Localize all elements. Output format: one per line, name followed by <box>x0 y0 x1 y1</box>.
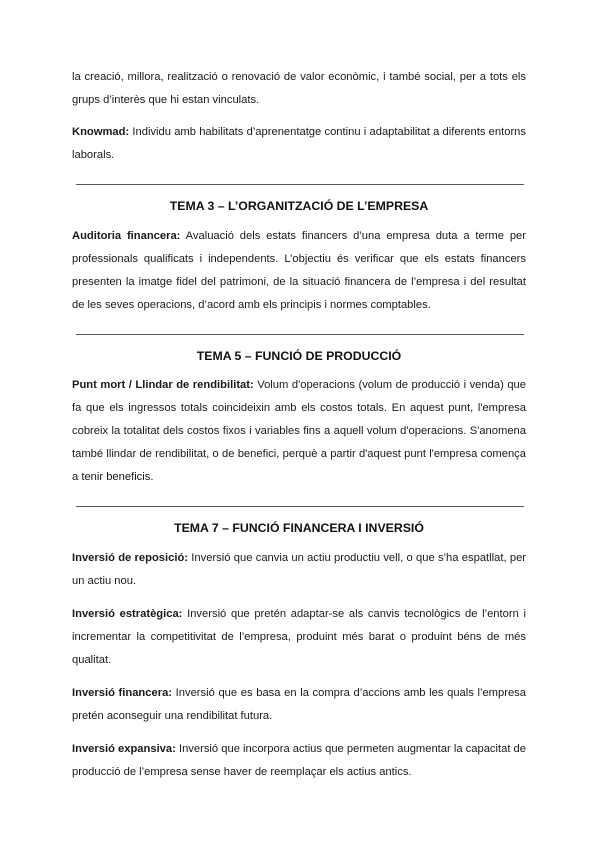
glossary-term: Inversió de reposició: <box>72 552 189 564</box>
document-page <box>72 66 526 784</box>
glossary-definition: Avaluació dels estats financers d’una empresa duta a terme per professionals qualificats i independents. L’objectiu és verificar que els estats financers presenten la imatge fidel del patrimoni, de la situació financera de l’empresa i del resultat de les seves operacions, d’acord amb els principis i normes comptables. <box>72 230 526 311</box>
knowmad-entry <box>72 121 526 167</box>
glossary-term: Punt mort / Llindar de rendibilitat: <box>72 379 254 391</box>
glossary-entry-punt-mort <box>72 374 526 489</box>
section-heading-tema5: TEMA 5 – FUNCIÓ DE PRODUCCIÓ <box>196 349 402 363</box>
glossary-entry-expansiva <box>72 738 526 784</box>
glossary-definition: Inversió que canvia un actiu productiu vell, o que s’ha espatllat, per un actiu nou. <box>72 552 527 587</box>
glossary-term: Inversió estratègica: <box>72 608 183 620</box>
glossary-definition: Individu amb habilitats d’aprenentatge continu i adaptabilitat a diferents entorns laborals. <box>72 126 526 161</box>
glossary-term: Auditoria financera: <box>72 230 181 242</box>
glossary-entry-auditoria <box>72 225 526 317</box>
glossary-definition: Volum d'operacions (volum de producció i venda) que fa que els ingressos totals coincideixin amb els costos totals. En aquest punt, l'empresa cobreix la totalitat dels costos fixos i variables fins a aquell volum d'operacions. S'anomena també llindar de rendibilitat, o de benefici, perquè a partir d'aquest punt l'empresa comença a tenir beneficis. <box>72 379 526 483</box>
glossary-term: Inversió expansiva: <box>72 743 176 755</box>
glossary-definition: Inversió que incorpora actius que permeten augmentar la capacitat de producció de l’empresa sense haver de reemplaçar els actius antics. <box>72 743 526 778</box>
intro-paragraph: la creació, millora, realització o renovació de valor econòmic, i també social, per a tots els grups d’interès que hi estan vinculats. <box>72 71 526 106</box>
glossary-entry-estrategica <box>72 603 526 672</box>
glossary-definition: Inversió que pretén adaptar-se als canvis tecnològics de l’entorn i incrementar la competitivitat de l’empresa, produint més barat o produint béns de més qualitat. <box>72 608 526 666</box>
section-heading-tema7: TEMA 7 – FUNCIÓ FINANCERA I INVERSIÓ <box>174 521 424 535</box>
glossary-term: Knowmad: <box>72 126 130 138</box>
section-heading-tema3: TEMA 3 – L’ORGANITZACIÓ DE L’EMPRESA <box>169 199 429 213</box>
glossary-definition: Inversió que es basa en la compra d’accions amb les quals l’empresa pretén aconseguir una rendibilitat futura. <box>72 687 526 722</box>
glossary-entry-financera <box>72 682 526 728</box>
glossary-term: Inversió financera: <box>72 687 173 699</box>
glossary-entry-reposicio <box>72 547 526 593</box>
